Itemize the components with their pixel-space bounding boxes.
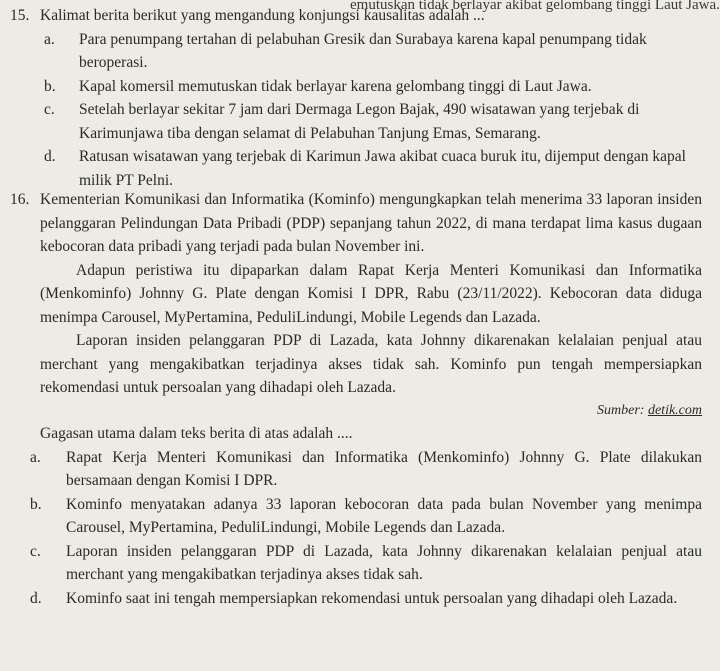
question-16-header xyxy=(10,188,702,259)
option-text: Rapat Kerja Menteri Komunikasi dan Informatika (Menkominfo) Johnny G. Plate dilakukan bersamaan dengan Komisi I DPR. xyxy=(66,448,702,490)
source-link[interactable]: detik.com xyxy=(647,402,702,418)
option-b[interactable] xyxy=(30,493,702,540)
question-number: 15. xyxy=(10,7,30,24)
option-a[interactable] xyxy=(44,28,702,75)
article-source xyxy=(40,400,702,421)
option-text: Kominfo menyatakan adanya 33 laporan kebocoran data pada bulan November yang menimpa Carousel, MyPertamina, PeduliLindungi, Mobile Legends dan Lazada. xyxy=(66,495,702,537)
cut-off-top-line: emutuskan tidak berlayar akibat gelombang tinggi Laut Jawa. xyxy=(350,0,720,13)
option-c[interactable] xyxy=(44,98,702,145)
option-letter: c. xyxy=(44,101,55,119)
question-text: Kalimat berita berikut yang mengandung konjungsi kausalitas adalah ... xyxy=(40,7,485,24)
question-16 xyxy=(10,188,702,611)
option-text: Kapal komersil memutuskan tidak berlayar karena gelombang tinggi di Laut Jawa. xyxy=(79,77,592,95)
option-letter: b. xyxy=(30,495,42,513)
option-letter: c. xyxy=(30,542,41,560)
option-d[interactable] xyxy=(44,145,702,192)
article-body xyxy=(40,259,702,422)
article-paragraph-1: Kementerian Komunikasi dan Informatika (Kominfo) mengungkapkan telah menerima 33 laporan insiden pelanggaran Pelindungan Data Pribadi (PDP) sepanjang tahun 2022, di mana terdapat lima kasus dugaan kebocoran data pribadi yang terjadi pada bulan November ini. xyxy=(40,191,702,256)
question-15-header xyxy=(10,4,702,28)
option-text: Kominfo saat ini tengah mempersiapkan rekomendasi untuk persoalan yang dihadapi oleh Lazada. xyxy=(66,590,678,608)
option-a[interactable] xyxy=(30,446,702,493)
option-letter: d. xyxy=(44,148,56,166)
option-text: Setelah berlayar sekitar 7 jam dari Dermaga Legon Bajak, 490 wisatawan yang terjebak di Karimunjawa tiba dengan selamat di Pelabuhan Tanjung Emas, Semarang. xyxy=(79,101,640,142)
question-15 xyxy=(10,4,702,192)
answer-options xyxy=(10,446,702,611)
option-letter: a. xyxy=(30,448,41,466)
option-d[interactable] xyxy=(30,587,702,611)
option-text: Laporan insiden pelanggaran PDP di Lazada, kata Johnny dikarenakan kelalaian penjual atau merchant yang mengakibatkan terjadinya akses tidak sah. xyxy=(66,542,702,584)
option-text: Para penumpang tertahan di pelabuhan Gresik dan Surabaya karena kapal penumpang tidak beroperasi. xyxy=(79,30,647,72)
option-letter: b. xyxy=(44,77,56,95)
source-label: Sumber: xyxy=(597,402,645,418)
question-text: Gagasan utama dalam teks berita di atas adalah .... xyxy=(40,425,353,443)
option-letter: d. xyxy=(30,590,42,608)
option-b[interactable] xyxy=(44,75,702,99)
option-c[interactable] xyxy=(30,540,702,587)
option-text: Ratusan wisatawan yang terjebak di Karimun Jawa akibat cuaca buruk itu, dijemput dengan kapal milik PT Pelni. xyxy=(79,148,686,189)
option-letter: a. xyxy=(44,30,55,48)
article-paragraph-2: Adapun peristiwa itu dipaparkan dalam Rapat Kerja Menteri Komunikasi dan Informatika (Menkominfo) Johnny G. Plate dengan Komisi I DPR, Rabu (23/11/2022). Kebocoran data diduga menimpa Carousel, MyPertamina, PeduliLindungi, Mobile Legends dan Lazada. xyxy=(40,261,702,326)
question-number: 16. xyxy=(10,191,30,208)
article-paragraph-3: Laporan insiden pelanggaran PDP di Lazada, kata Johnny dikarenakan kelalaian penjual atau merchant yang mengakibatkan terjadinya akses tidak sah. Kominfo pun tengah mempersiapkan rekomendasi untuk persoalan yang dihadapi oleh Lazada. xyxy=(40,332,702,397)
